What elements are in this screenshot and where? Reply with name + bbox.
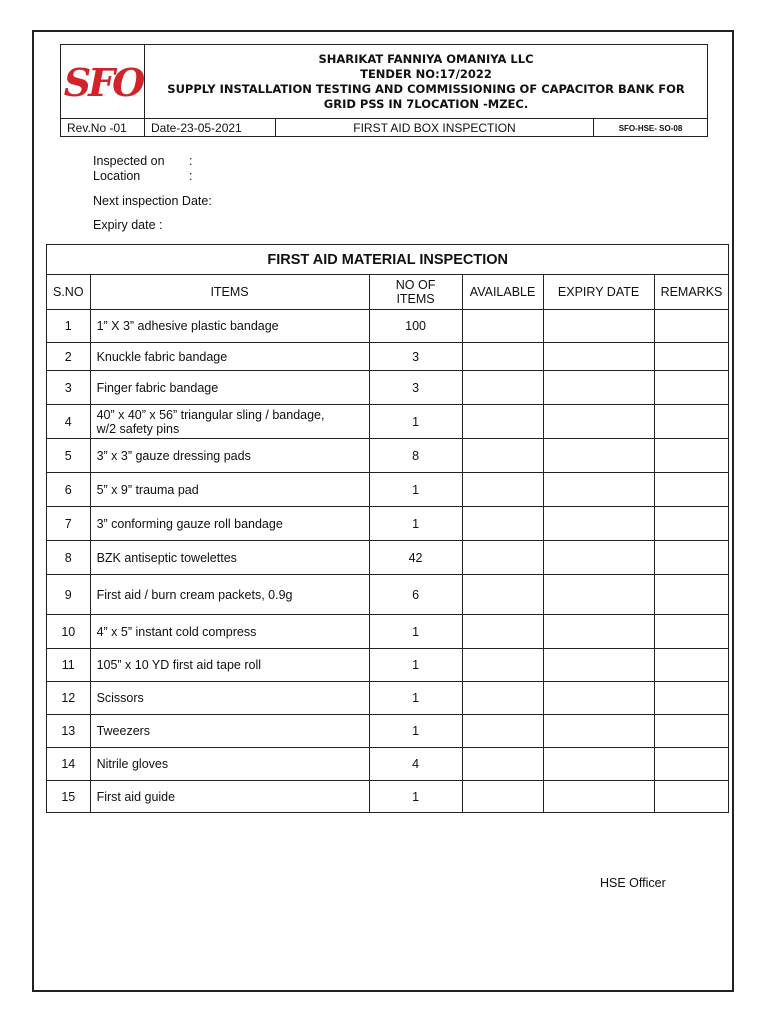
row-item: First aid / burn cream packets, 0.9g [90, 575, 369, 615]
table-row [47, 748, 729, 781]
row-sno: 9 [47, 575, 91, 615]
row-sno: 14 [47, 748, 91, 781]
row-remarks[interactable] [654, 615, 729, 649]
row-item: Finger fabric bandage [90, 371, 369, 405]
row-expiry-date[interactable] [543, 575, 654, 615]
table-row [47, 682, 729, 715]
table-row [47, 781, 729, 813]
row-sno: 11 [47, 649, 91, 682]
row-sno: 2 [47, 343, 91, 371]
row-qty: 1 [369, 649, 462, 682]
row-sno: 6 [47, 473, 91, 507]
row-available[interactable] [462, 649, 543, 682]
row-expiry-date[interactable] [543, 682, 654, 715]
row-expiry-date[interactable] [543, 343, 654, 371]
document-header [60, 44, 708, 137]
row-qty: 4 [369, 748, 462, 781]
table-row [47, 371, 729, 405]
row-available[interactable] [462, 575, 543, 615]
table-row [47, 575, 729, 615]
location-line [93, 169, 192, 183]
row-available[interactable] [462, 439, 543, 473]
row-sno: 13 [47, 715, 91, 748]
row-remarks[interactable] [654, 439, 729, 473]
header-sno: S.NO [47, 275, 91, 310]
row-expiry-date[interactable] [543, 405, 654, 439]
row-available[interactable] [462, 615, 543, 649]
table-row [47, 649, 729, 682]
header-titles [145, 45, 707, 118]
row-sno: 8 [47, 541, 91, 575]
row-qty: 100 [369, 310, 462, 343]
row-remarks[interactable] [654, 541, 729, 575]
table-row [47, 541, 729, 575]
hse-officer-signature-label: HSE Officer [600, 876, 666, 890]
header-meta-row [61, 118, 707, 137]
table-row [47, 310, 729, 343]
header-no-of-items: NO OF ITEMS [369, 275, 462, 310]
row-item: First aid guide [90, 781, 369, 813]
row-remarks[interactable] [654, 405, 729, 439]
row-remarks[interactable] [654, 575, 729, 615]
revision-number: Rev.No -01 [61, 119, 145, 137]
inspected-on-line [93, 154, 192, 168]
inspected-on-label: Inspected on [93, 154, 165, 168]
row-remarks[interactable] [654, 682, 729, 715]
expiry-date-label: Expiry date : [93, 218, 163, 232]
row-item: Nitrile gloves [90, 748, 369, 781]
svg-text:SFO: SFO [63, 59, 142, 105]
row-remarks[interactable] [654, 343, 729, 371]
row-sno: 12 [47, 682, 91, 715]
row-item: Knuckle fabric bandage [90, 343, 369, 371]
row-available[interactable] [462, 405, 543, 439]
row-available[interactable] [462, 541, 543, 575]
company-logo [61, 45, 145, 118]
row-item: 3” conforming gauze roll bandage [90, 507, 369, 541]
row-available[interactable] [462, 715, 543, 748]
row-available[interactable] [462, 781, 543, 813]
row-qty: 6 [369, 575, 462, 615]
row-sno: 4 [47, 405, 91, 439]
row-item [90, 405, 369, 439]
table-row [47, 473, 729, 507]
header-items: ITEMS [90, 275, 369, 310]
row-available[interactable] [462, 507, 543, 541]
row-expiry-date[interactable] [543, 371, 654, 405]
row-qty: 1 [369, 781, 462, 813]
row-expiry-date[interactable] [543, 507, 654, 541]
row-item: 5” x 9” trauma pad [90, 473, 369, 507]
row-qty: 1 [369, 507, 462, 541]
row-sno: 3 [47, 371, 91, 405]
row-expiry-date[interactable] [543, 541, 654, 575]
inspected-on-colon: : [189, 154, 193, 168]
row-qty: 1 [369, 405, 462, 439]
table-row [47, 405, 729, 439]
table-row [47, 715, 729, 748]
table-row [47, 343, 729, 371]
location-label: Location [93, 169, 141, 183]
table-row [47, 439, 729, 473]
row-item: 105” x 10 YD first aid tape roll [90, 649, 369, 682]
row-available[interactable] [462, 748, 543, 781]
row-expiry-date[interactable] [543, 473, 654, 507]
row-sno: 7 [47, 507, 91, 541]
row-remarks[interactable] [654, 473, 729, 507]
row-qty: 8 [369, 439, 462, 473]
row-item-line-1: 40” x 40” x 56” triangular sling / bandage, [96, 407, 325, 422]
row-item: 4” x 5” instant cold compress [90, 615, 369, 649]
row-item-line-2: w/2 safety pins [96, 421, 180, 436]
next-inspection-label: Next inspection Date: [93, 194, 212, 208]
row-qty: 3 [369, 343, 462, 371]
table-row [47, 507, 729, 541]
row-available[interactable] [462, 371, 543, 405]
row-item: 1” X 3” adhesive plastic bandage [90, 310, 369, 343]
row-qty: 1 [369, 715, 462, 748]
row-expiry-date[interactable] [543, 781, 654, 813]
row-remarks[interactable] [654, 371, 729, 405]
row-available[interactable] [462, 682, 543, 715]
row-sno: 5 [47, 439, 91, 473]
table-title: FIRST AID MATERIAL INSPECTION [47, 245, 729, 275]
row-available[interactable] [462, 343, 543, 371]
row-item: BZK antiseptic towelettes [90, 541, 369, 575]
header-remarks: REMARKS [654, 275, 729, 310]
row-item: 3” x 3” gauze dressing pads [90, 439, 369, 473]
row-qty: 1 [369, 682, 462, 715]
row-expiry-date[interactable] [543, 748, 654, 781]
document-code: SFO-HSE- SO-08 [618, 123, 683, 133]
table-row [47, 615, 729, 649]
row-expiry-date[interactable] [543, 715, 654, 748]
document-date: Date-23-05-2021 [145, 119, 276, 137]
row-expiry-date[interactable] [543, 649, 654, 682]
row-remarks[interactable] [654, 649, 729, 682]
project-line-1: SUPPLY INSTALLATION TESTING AND COMMISSIONING OF CAPACITOR BANK FOR [167, 81, 685, 96]
document-title: FIRST AID BOX INSPECTION [276, 119, 594, 137]
row-remarks[interactable] [654, 507, 729, 541]
row-expiry-date[interactable] [543, 310, 654, 343]
row-item: Tweezers [90, 715, 369, 748]
row-remarks[interactable] [654, 748, 729, 781]
table-header-row [47, 275, 729, 310]
row-expiry-date[interactable] [543, 615, 654, 649]
row-qty: 3 [369, 371, 462, 405]
row-qty: 1 [369, 615, 462, 649]
row-sno: 1 [47, 310, 91, 343]
row-expiry-date[interactable] [543, 439, 654, 473]
row-qty: 42 [369, 541, 462, 575]
tender-number: TENDER NO:17/2022 [360, 66, 492, 81]
row-remarks[interactable] [654, 715, 729, 748]
project-line-2: GRID PSS IN 7LOCATION -MZEC. [323, 96, 529, 111]
row-remarks[interactable] [654, 310, 729, 343]
company-name: SHARIKAT FANNIYA OMANIYA LLC [318, 51, 534, 66]
row-remarks[interactable] [654, 781, 729, 813]
first-aid-inspection-table [46, 244, 729, 813]
row-item: Scissors [90, 682, 369, 715]
row-qty: 1 [369, 473, 462, 507]
row-available[interactable] [462, 310, 543, 343]
row-available[interactable] [462, 473, 543, 507]
row-sno: 10 [47, 615, 91, 649]
location-colon: : [189, 169, 193, 183]
row-sno: 15 [47, 781, 91, 813]
header-expiry-date: EXPIRY DATE [543, 275, 654, 310]
sfo-logo-icon [63, 59, 142, 105]
header-available: AVAILABLE [462, 275, 543, 310]
